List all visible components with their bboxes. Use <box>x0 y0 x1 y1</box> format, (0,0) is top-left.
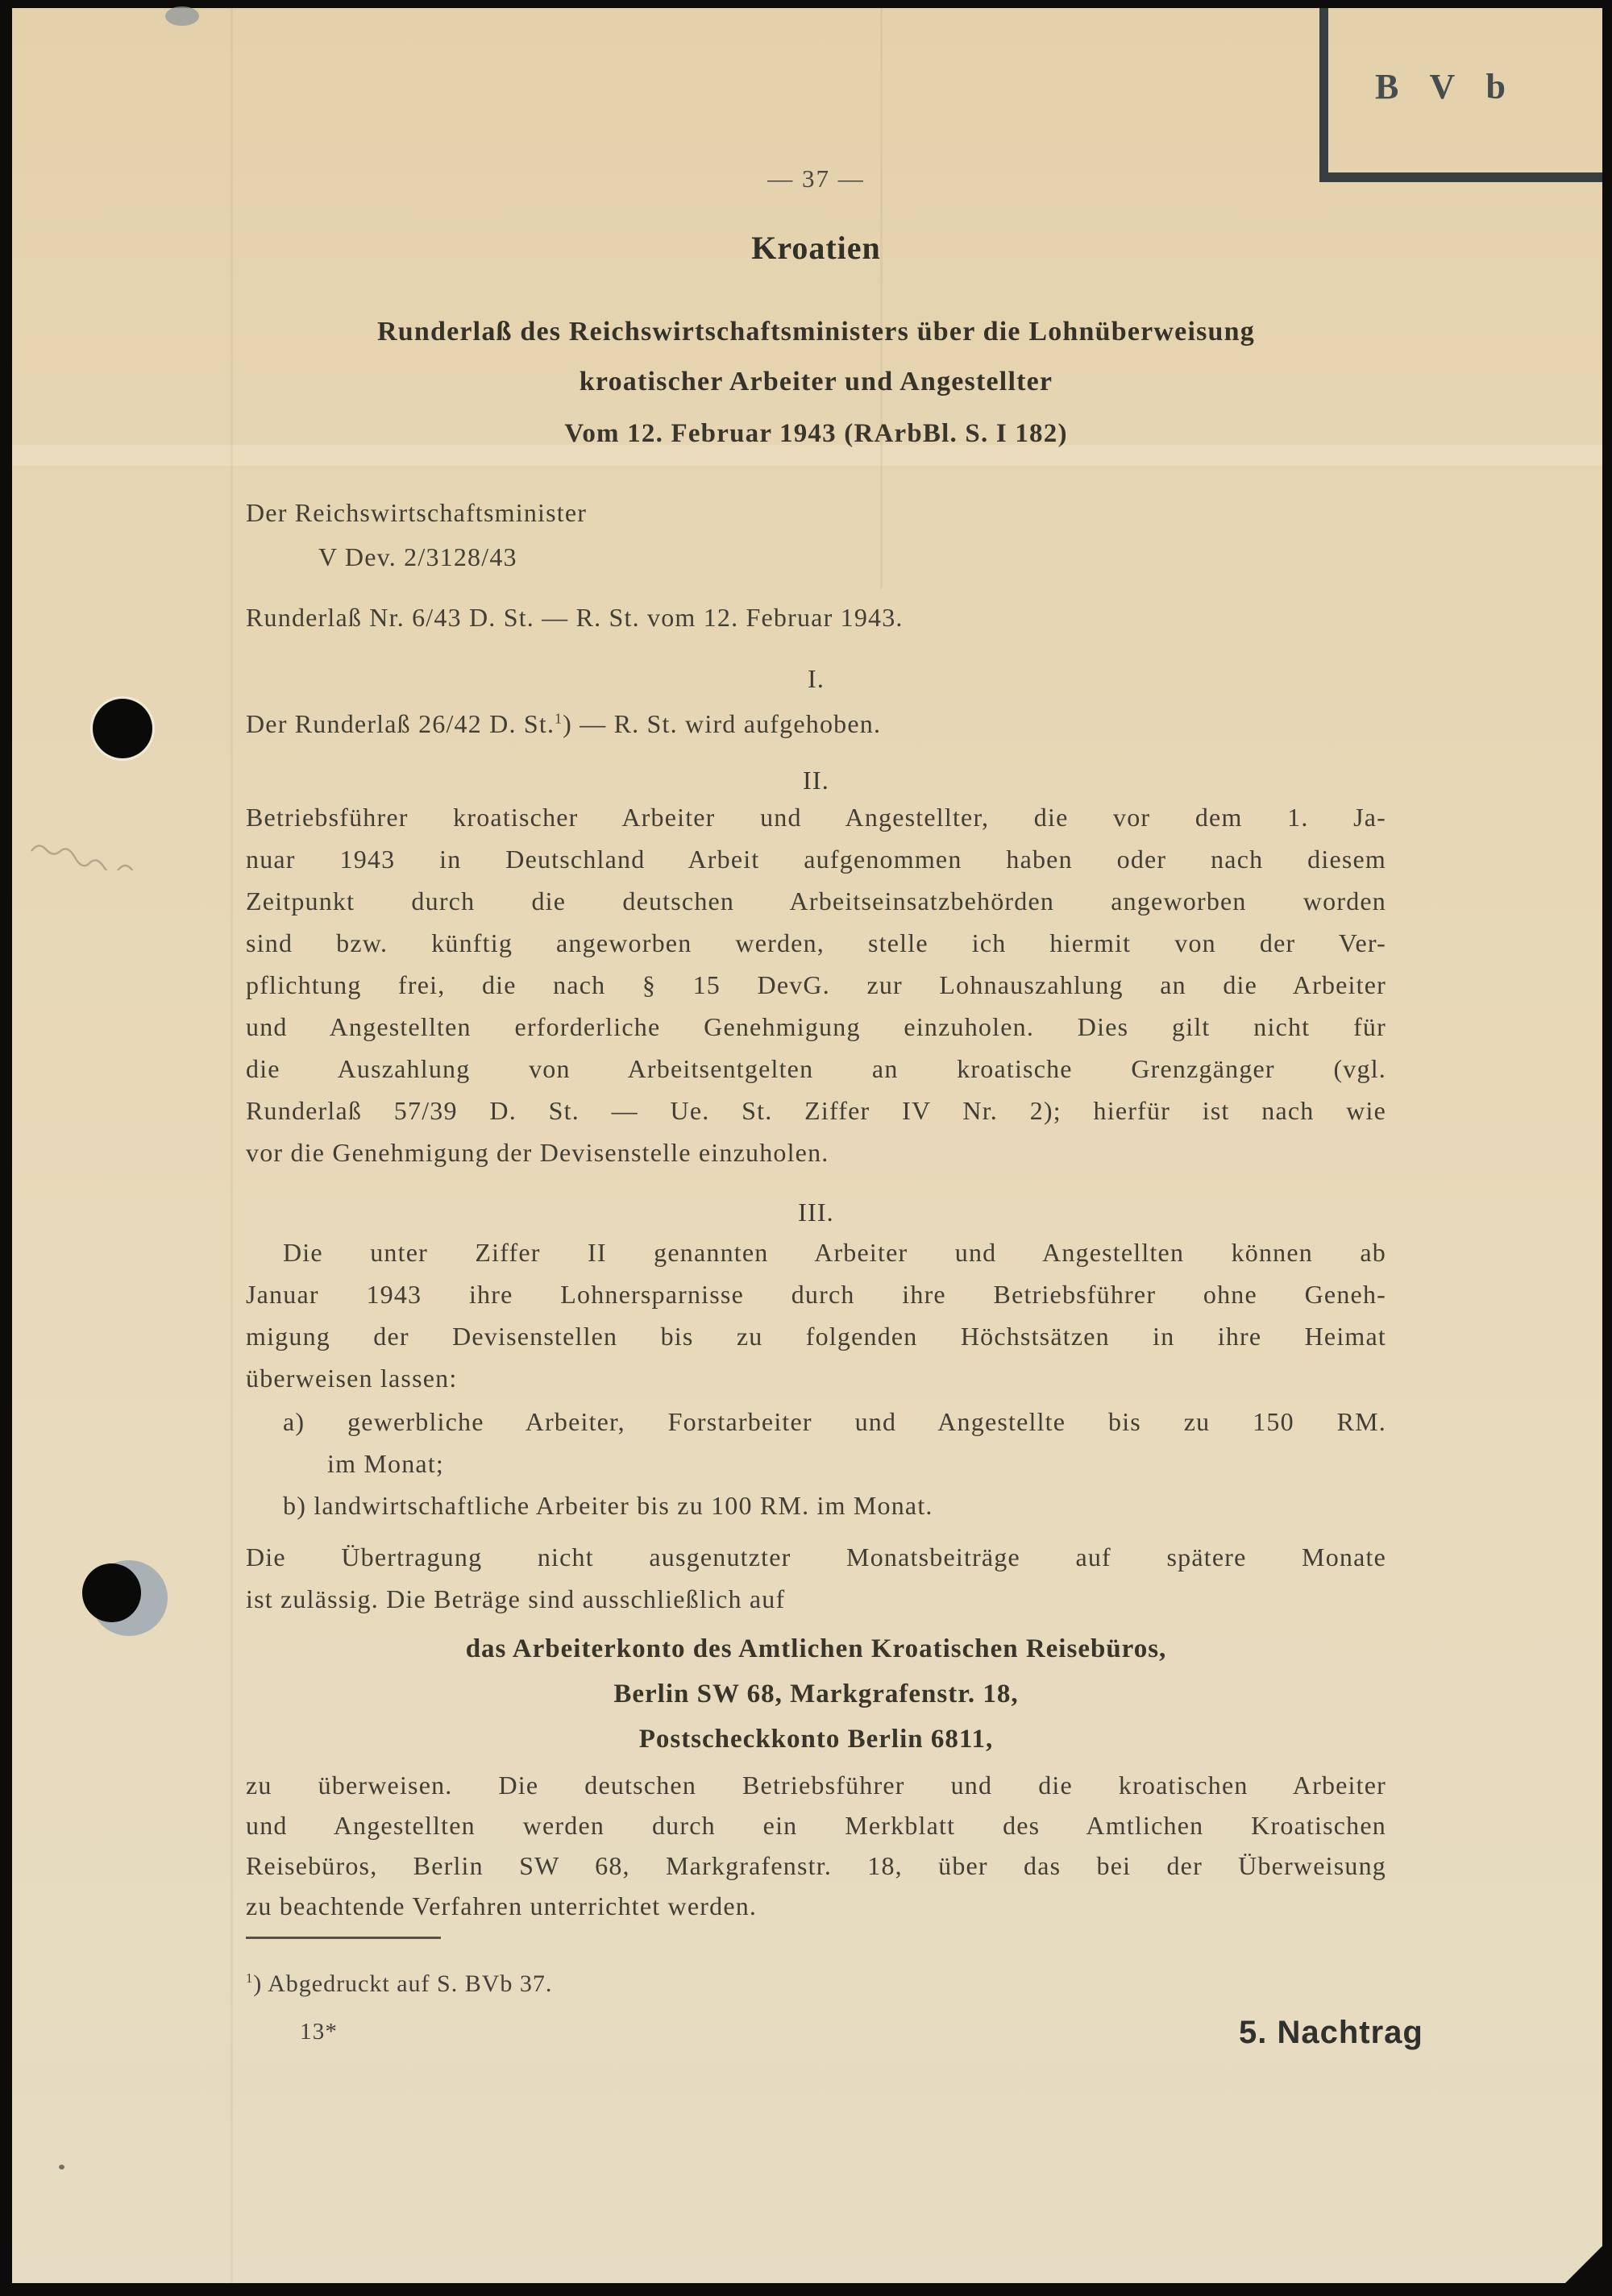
footnote-body: ) Abgedruckt auf S. BVb 37. <box>253 1970 553 1997</box>
paragraph-line: Januar 1943 ihre Lohnersparnisse durch ihre Betriebsführer ohne Geneh- <box>246 1280 1386 1309</box>
paper-crease-right <box>880 8 883 588</box>
paragraph-line: überweisen lassen: <box>246 1364 458 1393</box>
classification-stamp-box <box>1319 0 1602 182</box>
classification-stamp-label: B V b <box>1375 67 1518 106</box>
list-item-a-line1 <box>246 1401 1386 1443</box>
paragraph-line: sind bzw. künftig angeworben werden, stelle ich hiermit von der Ver- <box>246 928 1386 957</box>
footnote-text <box>246 1963 552 2005</box>
document-date-line: Vom 12. Februar 1943 (RArbBl. S. I 182) <box>564 419 1068 448</box>
transfer-paragraph <box>246 1536 1386 1620</box>
list-item-a-line2: im Monat; <box>327 1449 445 1478</box>
scan-edge-right <box>1602 0 1612 2296</box>
issuer-name: Der Reichswirtschaftsminister <box>246 498 588 527</box>
paragraph-line: migung der Devisenstellen bis zu folgenden Höchstsätzen in ihre Heimat <box>246 1322 1386 1351</box>
list-label-a: a) <box>283 1407 305 1436</box>
account-line: das Arbeiterkonto des Amtlichen Kroatischen Reisebüros, <box>465 1634 1167 1663</box>
list-item-b-line1 <box>246 1484 1386 1526</box>
signature-mark: 13* <box>300 2019 339 2045</box>
scan-smudge <box>165 6 199 26</box>
paper-crease-left <box>231 8 233 2283</box>
hole-punch-bottom <box>82 1563 141 1622</box>
scan-edge-top <box>0 0 1612 8</box>
section-1-text <box>246 703 1386 745</box>
section-3-number: III. <box>798 1198 834 1227</box>
list-item-b-text: landwirtschaftliche Arbeiter bis zu 100 RM. im Monat. <box>314 1491 933 1520</box>
paragraph-line: vor die Genehmigung der Devisenstelle einzuholen. <box>246 1138 829 1167</box>
section-1-text-post: ) — R. St. wird aufgehoben. <box>563 709 882 738</box>
section-2-paragraph <box>246 796 1386 1173</box>
paragraph-line: Runderlaß 57/39 D. St. — Ue. St. Ziffer IV Nr. 2); hierfür ist nach wie <box>246 1096 1386 1125</box>
supplement-label: 5. Nachtrag <box>1239 2015 1423 2050</box>
paper-speck <box>59 2165 64 2169</box>
account-line: Postscheckkonto Berlin 6811, <box>638 1725 994 1754</box>
footnote-reference-mark: 1 <box>555 710 563 727</box>
section-3-intro-paragraph <box>246 1231 1386 1399</box>
paragraph-line: pflichtung frei, die nach § 15 DevG. zur Lohnauszahlung an die Arbeiter <box>246 970 1386 999</box>
paper-light-band <box>12 445 1602 466</box>
section-1-number: I. <box>807 664 825 693</box>
list-item-a <box>246 1401 1386 1484</box>
document-country-heading: Kroatien <box>751 230 881 266</box>
paragraph-line: Die unter Ziffer II genannten Arbeiter und Angestellten können ab <box>283 1238 1386 1267</box>
account-line: Berlin SW 68, Markgrafenstr. 18, <box>613 1679 1019 1709</box>
list-item-a-text: gewerbliche Arbeiter, Forstarbeiter und Angestellte bis zu 150 RM. <box>347 1407 1387 1436</box>
document-title-line1: Runderlaß des Reichswirtschaftsministers über die Lohnüberweisung <box>377 317 1255 347</box>
paragraph-line: Die Übertragung nicht ausgenutzter Monatsbeiträge auf spätere Monate <box>246 1542 1386 1571</box>
list-label-b: b) <box>283 1491 307 1520</box>
paragraph-line: die Auszahlung von Arbeitsentgelten an kroatische Grenzgänger (vgl. <box>246 1054 1386 1083</box>
footnote-marker: 1 <box>246 1970 254 1986</box>
paragraph-line: nuar 1943 in Deutschland Arbeit aufgenommen haben oder nach diesem <box>246 845 1386 874</box>
paragraph-line: Zeitpunkt durch die deutschen Arbeitseinsatzbehörden angeworben worden <box>246 886 1386 915</box>
paragraph-line: zu überweisen. Die deutschen Betriebsführer und die kroatischen Arbeiter <box>246 1771 1386 1800</box>
paragraph-line: Reisebüros, Berlin SW 68, Markgrafenstr. 18, über das bei der Überweisung <box>246 1851 1386 1880</box>
footnote-separator-rule <box>246 1937 441 1939</box>
section-2-number: II. <box>803 766 829 795</box>
document-title-line2: kroatischer Arbeiter und Angestellter <box>579 367 1053 397</box>
scan-corner-cut <box>1565 2246 1602 2283</box>
account-address-block <box>246 1626 1386 1762</box>
page-number: — 37 — <box>767 164 865 193</box>
issuer-file-number: V Dev. 2/3128/43 <box>318 542 517 571</box>
list-item-b <box>246 1484 1386 1526</box>
hole-punch-top <box>93 699 152 758</box>
paragraph-line: und Angestellten werden durch ein Merkblatt des Amtlichen Kroatischen <box>246 1811 1386 1840</box>
paragraph-line: ist zulässig. Die Beträge sind ausschließlich auf <box>246 1584 786 1613</box>
paragraph-line: und Angestellten erforderliche Genehmigung einzuholen. Dies gilt nicht für <box>246 1012 1386 1041</box>
pencil-squiggle-mark <box>28 838 149 870</box>
section-1-text-pre: Der Runderlaß 26/42 D. St. <box>246 709 555 738</box>
issuer-decree-line: Runderlaß Nr. 6/43 D. St. — R. St. vom 12. Februar 1943. <box>246 603 904 632</box>
closing-paragraph <box>246 1765 1386 1926</box>
scan-edge-left <box>0 0 12 2296</box>
paragraph-line: zu beachtende Verfahren unterrichtet werden. <box>246 1891 758 1920</box>
paragraph-line: Betriebsführer kroatischer Arbeiter und Angestellter, die vor dem 1. Ja- <box>246 803 1386 832</box>
scan-edge-bottom <box>0 2283 1612 2296</box>
